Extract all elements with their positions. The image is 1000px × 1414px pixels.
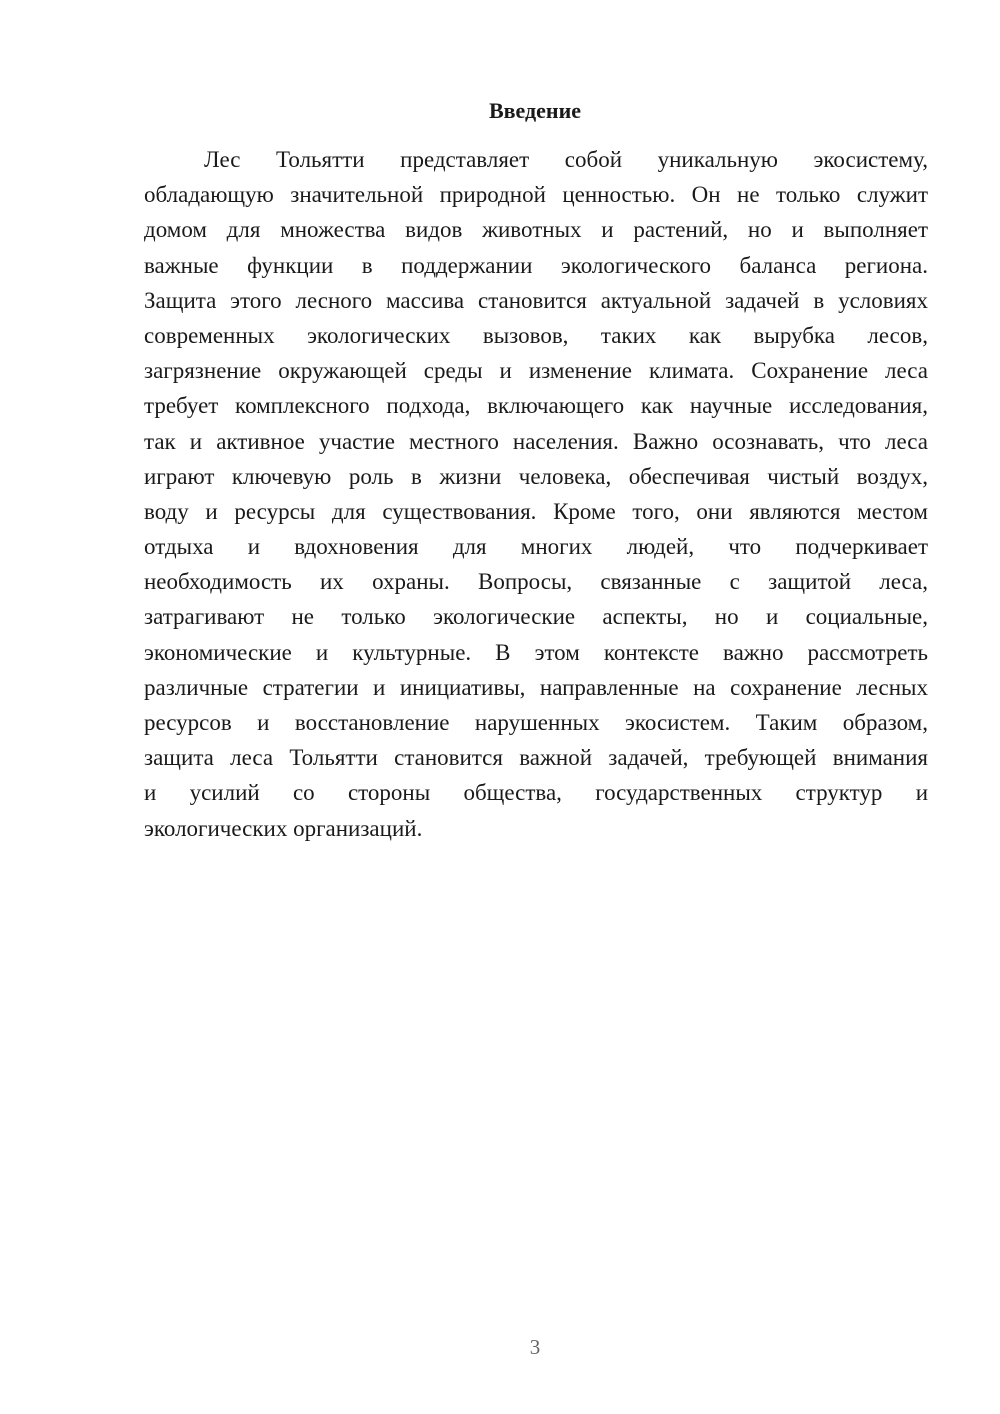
- paragraph-line: различные стратегии и инициативы, направленные на сохранение лесных: [144, 674, 928, 700]
- paragraph-line: ресурсов и восстановление нарушенных экосистем. Таким образом,: [144, 710, 928, 735]
- paragraph-line: защита леса Тольятти становится важной задачей, требующей внимания: [144, 745, 928, 771]
- paragraph-line: загрязнение окружающей среды и изменение климата. Сохранение леса: [144, 358, 928, 384]
- paragraph-line: отдыха и вдохновения для многих людей, что подчеркивает: [144, 534, 928, 560]
- paragraph-line: экологических организаций.: [144, 815, 423, 841]
- section-title: Введение: [488, 98, 582, 123]
- paragraph-line: важные функции в поддержании экологического баланса региона.: [144, 252, 928, 278]
- page-number: 3: [529, 1335, 541, 1359]
- paragraph-line: затрагивают не только экологические аспекты, но и социальные,: [144, 604, 928, 630]
- paragraph-line: воду и ресурсы для существования. Кроме того, они являются местом: [144, 498, 928, 524]
- paragraph-line: Защита этого лесного массива становится актуальной задачей в условиях: [144, 287, 928, 313]
- paragraph-line: требует комплексного подхода, включающего как научные исследования,: [144, 393, 928, 419]
- paragraph-line: играют ключевую роль в жизни человека, обеспечивая чистый воздух,: [144, 463, 928, 489]
- introduction-paragraph: [144, 142, 928, 846]
- paragraph-line: домом для множества видов животных и растений, но и выполняет: [144, 217, 928, 243]
- paragraph-line: так и активное участие местного населения. Важно осознавать, что леса: [144, 428, 928, 454]
- paragraph-line: Лес Тольятти представляет собой уникальную экосистему,: [204, 147, 928, 172]
- paragraph-line: современных экологических вызовов, таких как вырубка лесов,: [144, 322, 928, 348]
- paragraph-line: необходимость их охраны. Вопросы, связанные с защитой леса,: [144, 569, 928, 595]
- paragraph-line: и усилий со стороны общества, государственных структур и: [144, 780, 928, 806]
- paragraph-line: экономические и культурные. В этом контексте важно рассмотреть: [144, 639, 928, 665]
- paragraph-line: обладающую значительной природной ценностью. Он не только служит: [144, 182, 928, 208]
